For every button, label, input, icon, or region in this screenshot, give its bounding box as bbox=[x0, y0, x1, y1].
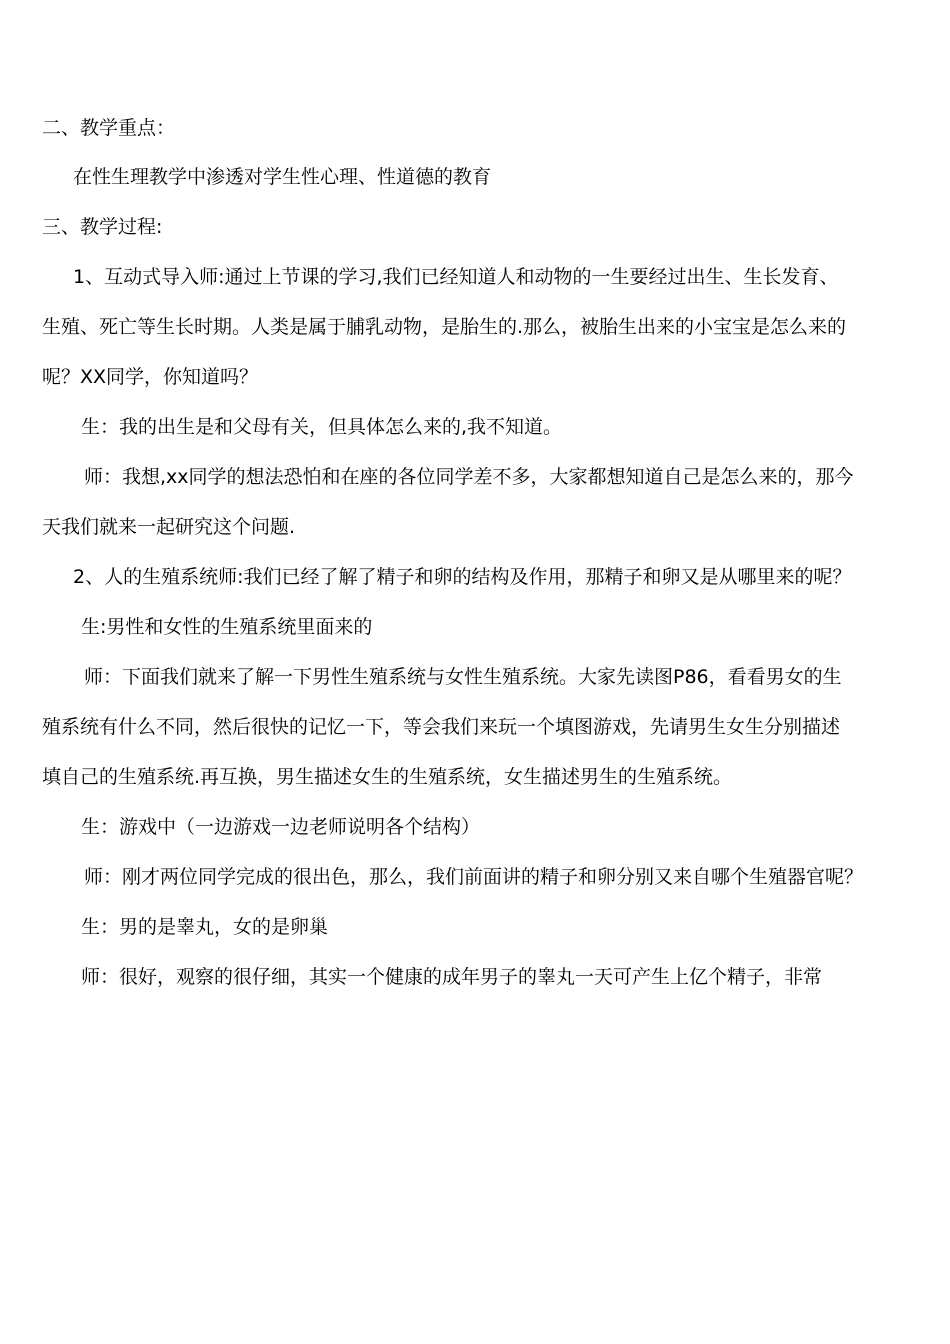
paragraph-line: 天我们就来一起研究这个问题. bbox=[42, 516, 296, 538]
section-heading-teaching-process: 三、教学过程: bbox=[42, 216, 163, 238]
paragraph-line: 填自己的生殖系统.再互换，男生描述女生的生殖系统，女生描述男生的生殖系统。 bbox=[42, 766, 733, 788]
teaching-focus-text: 在性生理教学中渗透对学生性心理、性道德的教育 bbox=[73, 166, 492, 188]
paragraph-line: 师：刚才两位同学完成的很出色，那么，我们前面讲的精子和卵分别又来自哪个生殖器官呢？ bbox=[84, 866, 864, 888]
paragraph-line: 师：我想,xx同学的想法恐怕和在座的各位同学差不多，大家都想知道自己是怎么来的，那今 bbox=[84, 466, 854, 488]
paragraph-line: 2、人的生殖系统师:我们已经了解了精子和卵的结构及作用，那精子和卵又是从哪里来的呢？ bbox=[73, 566, 852, 588]
paragraph-line: 师：下面我们就来了解一下男性生殖系统与女性生殖系统。大家先读图P86，看看男女的生 bbox=[84, 666, 842, 688]
paragraph-line: 生：我的出生是和父母有关，但具体怎么来的,我不知道。 bbox=[81, 416, 563, 438]
paragraph-line: 生:男性和女性的生殖系统里面来的 bbox=[81, 616, 373, 638]
paragraph-line: 1、互动式导入师:通过上节课的学习,我们已经知道人和动物的一生要经过出生、生长发育、 bbox=[73, 266, 839, 288]
paragraph-line: 师：很好，观察的很仔细，其实一个健康的成年男子的睾丸一天可产生上亿个精子，非常 bbox=[81, 966, 823, 988]
paragraph-line: 殖系统有什么不同，然后很快的记忆一下，等会我们来玩一个填图游戏，先请男生女生分别描述 bbox=[42, 716, 841, 738]
paragraph-line: 生殖、死亡等生长时期。人类是属于脯乳动物，是胎生的.那么，被胎生出来的小宝宝是怎么来的 bbox=[42, 316, 847, 338]
paragraph-line: 生：游戏中（一边游戏一边老师说明各个结构） bbox=[81, 816, 481, 838]
paragraph-line: 生：男的是睾丸，女的是卵巢 bbox=[81, 916, 329, 938]
paragraph-line: 呢？XX同学，你知道吗？ bbox=[42, 366, 259, 388]
section-heading-teaching-focus: 二、教学重点： bbox=[42, 117, 176, 139]
